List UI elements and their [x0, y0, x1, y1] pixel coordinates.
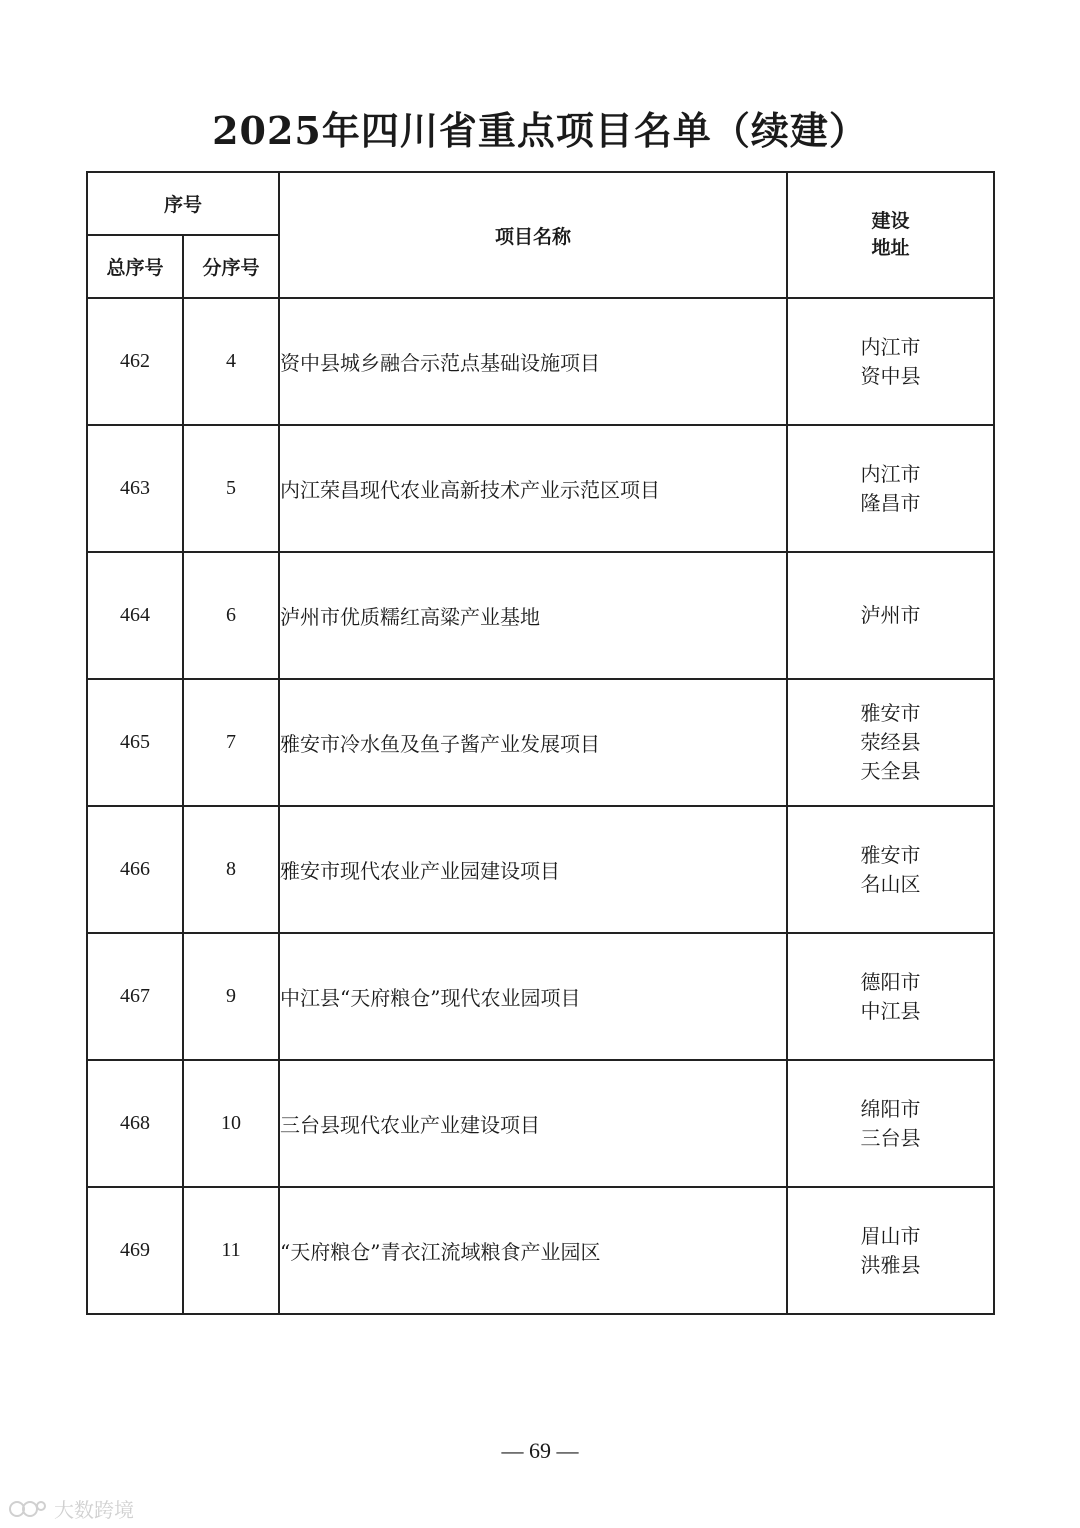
location-line: 名山区 [860, 871, 921, 896]
sub-seq-cell: 6 [183, 552, 279, 679]
project-name-cell: 内江荣昌现代农业高新技术产业示范区项目 [279, 425, 787, 552]
table-row [87, 1187, 994, 1314]
location-line: 雅安市 [860, 701, 921, 725]
location-cell [787, 806, 994, 933]
location-line: 洪雅县 [860, 1252, 921, 1277]
location-cell [787, 298, 994, 425]
location-line: 眉山市 [860, 1223, 921, 1248]
sub-seq-cell: 9 [183, 933, 279, 1060]
sub-seq-cell: 8 [183, 806, 279, 933]
project-name-cell: 三台县现代农业产业建设项目 [279, 1060, 787, 1187]
location-cell [787, 1060, 994, 1187]
total-seq-cell: 464 [87, 552, 183, 679]
location-line: 德阳市 [860, 969, 921, 994]
location-line: 内江市 [860, 461, 921, 486]
project-name-cell: 泸州市优质糯红高粱产业基地 [279, 552, 787, 679]
page-number: — 69 — [501, 1438, 579, 1463]
header-seq: 序号 [87, 172, 279, 235]
location-line: 泸州市 [860, 603, 921, 627]
table-row [87, 933, 994, 1060]
location-line: 天全县 [860, 759, 921, 783]
location-line: 隆昌市 [860, 490, 921, 515]
location-line: 荥经县 [860, 730, 921, 754]
watermark-logo-icon [8, 1498, 48, 1520]
table-row [87, 425, 994, 552]
watermark [8, 1494, 134, 1523]
table-row [87, 1060, 994, 1187]
project-name-cell: 雅安市现代农业产业园建设项目 [279, 806, 787, 933]
page-title: 2025年四川省重点项目名单（续建） [212, 108, 868, 153]
watermark-text: 大数跨境 [54, 1498, 134, 1522]
total-seq-cell: 466 [87, 806, 183, 933]
location-line: 绵阳市 [860, 1096, 921, 1121]
location-cell [787, 425, 994, 552]
location-cell [787, 552, 994, 679]
total-seq-cell: 467 [87, 933, 183, 1060]
location-cell [787, 1187, 994, 1314]
header-location-line1: 建设 [871, 210, 910, 232]
sub-seq-cell: 5 [183, 425, 279, 552]
total-seq-cell: 469 [87, 1187, 183, 1314]
header-total-seq: 总序号 [87, 235, 183, 298]
location-line: 内江市 [860, 334, 921, 359]
location-line: 中江县 [860, 998, 921, 1023]
table-row [87, 679, 994, 806]
table-row [87, 552, 994, 679]
sub-seq-cell: 4 [183, 298, 279, 425]
sub-seq-cell: 7 [183, 679, 279, 806]
project-name-cell: 雅安市冷水鱼及鱼子酱产业发展项目 [279, 679, 787, 806]
sub-seq-cell: 10 [183, 1060, 279, 1187]
header-sub-seq: 分序号 [183, 235, 279, 298]
total-seq-cell: 468 [87, 1060, 183, 1187]
project-name-cell: 中江县“天府粮仓”现代农业园项目 [279, 933, 787, 1060]
project-table [86, 171, 995, 1315]
table-row [87, 806, 994, 933]
total-seq-cell: 463 [87, 425, 183, 552]
sub-seq-cell: 11 [183, 1187, 279, 1314]
header-location [787, 172, 994, 298]
location-line: 资中县 [860, 363, 921, 388]
location-cell [787, 933, 994, 1060]
total-seq-cell: 465 [87, 679, 183, 806]
header-location-line2: 地址 [871, 237, 910, 259]
location-cell [787, 679, 994, 806]
location-line: 三台县 [860, 1125, 921, 1150]
table-row [87, 298, 994, 425]
project-name-cell: 资中县城乡融合示范点基础设施项目 [279, 298, 787, 425]
project-name-cell: “天府粮仓”青衣江流域粮食产业园区 [279, 1187, 787, 1314]
header-project-name: 项目名称 [279, 172, 787, 298]
location-line: 雅安市 [860, 842, 921, 867]
total-seq-cell: 462 [87, 298, 183, 425]
